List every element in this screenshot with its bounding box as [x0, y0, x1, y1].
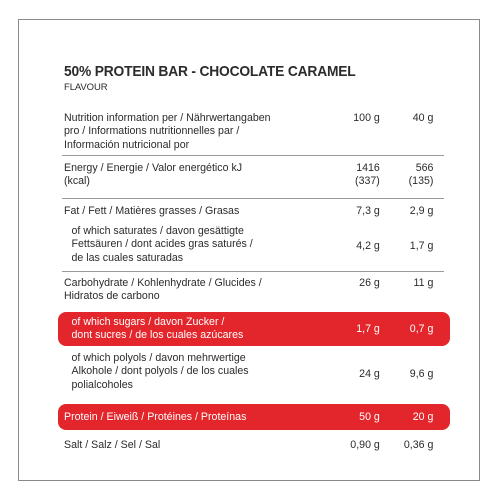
row-label-line: Carbohydrate / Kohlenhydrate / Glucides /	[64, 277, 262, 289]
header-col-100g: 100 g	[353, 112, 380, 124]
row-label	[64, 277, 308, 304]
row-label-line: Hidratos de carbono	[64, 290, 160, 303]
row-label	[64, 352, 316, 392]
row-label-line: Protein / Eiweiß / Protéines / Proteínas	[64, 411, 247, 423]
value-100g	[323, 162, 379, 189]
value-40g: 0,7 g	[409, 323, 434, 335]
row-label-line: Salt / Salz / Sel / Sal	[64, 439, 161, 451]
header-label-line: Información nutricional por	[64, 138, 190, 151]
product-title: 50% PROTEIN BAR - CHOCOLATE CARAMEL	[64, 63, 356, 80]
value-40g: 20 g	[412, 411, 434, 423]
row-label-line: dont sucres / de los cuales azúcares	[71, 329, 244, 342]
row-label-line: of which saturates / davon gesättigte	[71, 225, 244, 237]
header-label-line: pro / Informations nutritionnelles par /	[64, 125, 240, 138]
value-line: 566	[415, 162, 434, 174]
value-100g: 1,7 g	[356, 323, 380, 335]
header-label-line: Nutrition information per / Nährwertangaben	[64, 112, 271, 124]
value-100g: 26 g	[359, 277, 380, 289]
row-label	[64, 205, 308, 218]
row-label	[64, 411, 308, 424]
divider	[62, 271, 444, 272]
value-100g: 7,3 g	[356, 205, 380, 217]
value-40g	[377, 162, 433, 189]
value-40g: 9,6 g	[409, 368, 434, 380]
header-col-40g: 40 g	[412, 112, 434, 124]
row-label-line: (kcal)	[64, 175, 90, 188]
row-label-line: de las cuales saturadas	[71, 251, 184, 264]
value-line: 1416	[356, 162, 380, 174]
row-label	[64, 225, 316, 265]
row-label-line: of which polyols / davon mehrwertige	[71, 352, 246, 364]
header-label	[64, 112, 308, 152]
value-40g: 0,36 g	[403, 439, 434, 451]
value-100g: 0,90 g	[350, 439, 380, 451]
divider	[62, 198, 444, 199]
row-label	[64, 162, 308, 189]
row-label-line: of which sugars / davon Zucker /	[71, 316, 225, 328]
value-100g: 50 g	[359, 411, 380, 423]
row-label	[64, 439, 308, 452]
value-40g: 1,7 g	[409, 240, 434, 252]
row-label-line: Energy / Energie / Valor energético kJ	[64, 162, 243, 174]
divider	[62, 155, 444, 156]
value-40g: 2,9 g	[409, 205, 434, 217]
value-line: (337)	[355, 175, 380, 188]
value-100g: 24 g	[359, 368, 380, 380]
value-40g: 11 g	[413, 277, 434, 289]
row-label	[64, 316, 316, 343]
value-100g: 4,2 g	[356, 240, 380, 252]
row-label-line: Fat / Fett / Matières grasses / Grasas	[64, 205, 240, 217]
row-label-line: Alkohole / dont polyols / de los cuales	[71, 365, 249, 378]
row-label-line: polialcoholes	[71, 378, 133, 391]
value-line: (135)	[408, 175, 434, 188]
product-subtitle: FLAVOUR	[64, 82, 108, 93]
row-label-line: Fettsäuren / dont acides gras saturés /	[71, 238, 253, 251]
